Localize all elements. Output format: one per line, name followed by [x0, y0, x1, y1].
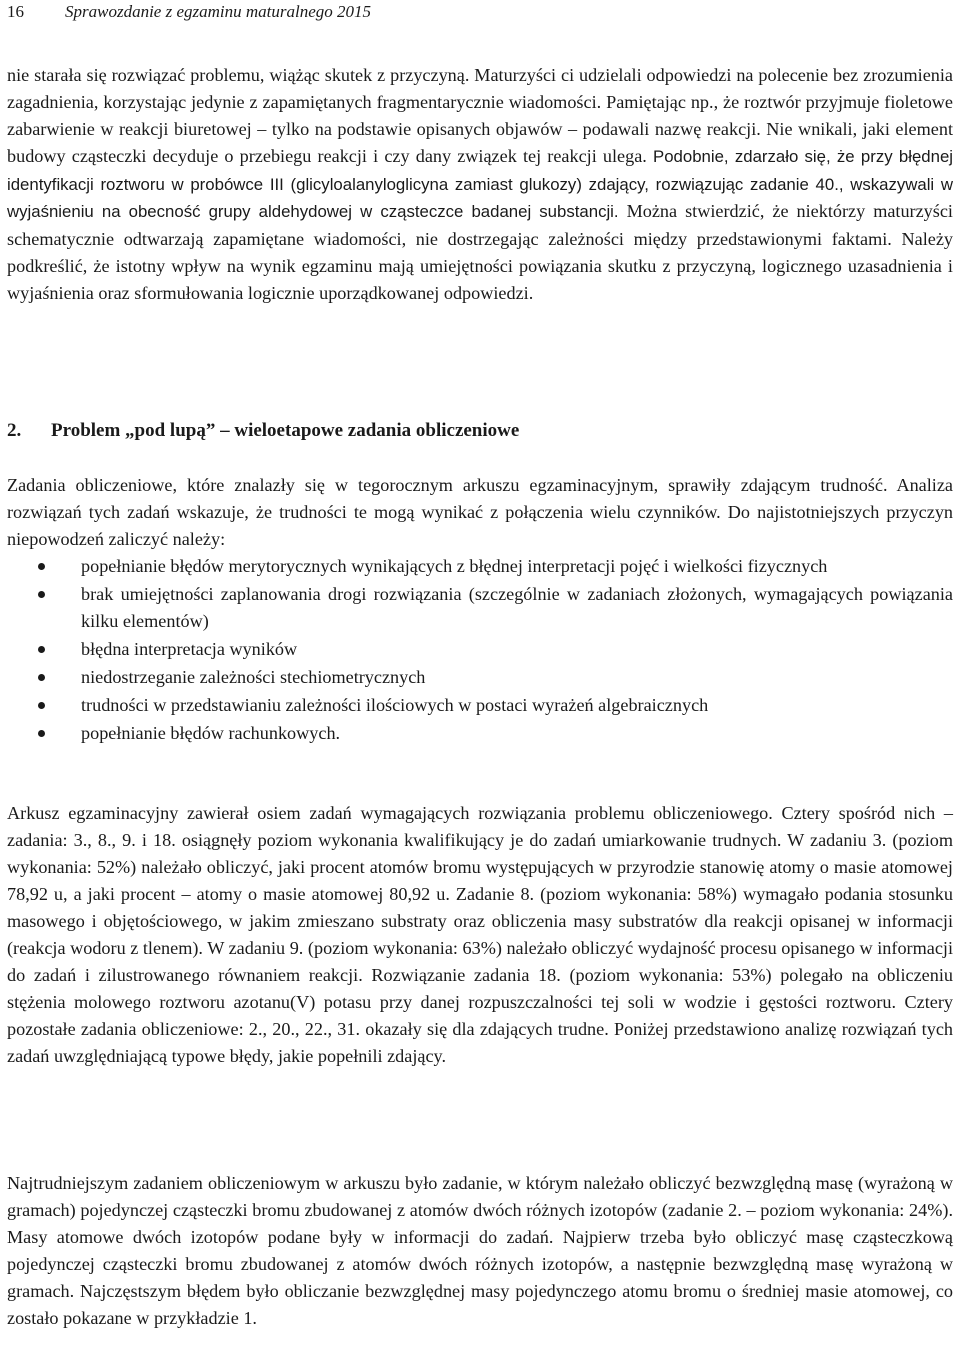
intro-text-4: Należy podkreślić, że istotny wpływ na wynik egzaminu mają umiejętności powiązania skutku z przyczyną, logicznego uzasadnienia i wyjaśnienia oraz sformułowania logicznie uporządkowanej odpowiedzi. [7, 228, 953, 303]
section-title: Problem „pod lupą” – wieloetapowe zadania obliczeniowe [51, 420, 520, 441]
bullet-icon [38, 591, 45, 598]
list-item [7, 664, 953, 691]
section-number: 2. [7, 420, 22, 441]
bullet-icon [38, 730, 45, 737]
list-item [7, 581, 953, 635]
section-intro-text-1: Zadania obliczeniowe, które znalazły się w tegorocznym arkuszu egzaminacyjnym, sprawiły zdającym trudność. [7, 475, 888, 495]
section-intro-text-2: Analiza rozwiązań tych zadań wskazuje, że trudności te mogą wynikać z połączenia wielu czynników. [7, 475, 953, 522]
intro-text-1: nie starała się rozwiązać problemu, wiążąc skutek z przyczyną. Maturzyści ci udzielali odpowiedzi na polecenie bez zrozumienia zagadnienia, korzystając jedynie z zapamiętanych fragmentarycznie wiadomości. Pamiętając np., że roztwór przyjmuje fioletowe zabarwienie w reakcji biuretowej – tylko na podstawie opisanych objawów – podawali nazwę reakcji. Nie wnikali, jaki element budowy cząsteczki decyduje o przebiegu reakcji i czy dany związek tej reakcji ulega. [7, 65, 953, 166]
list-item [7, 692, 953, 719]
list-item-text: błędna interpretacja wyników [81, 639, 298, 659]
list-item [7, 636, 953, 663]
final-text: Najtrudniejszym zadaniem obliczeniowym w arkuszu było zadanie, w którym należało obliczyć bezwzględną masę (wyrażoną w gramach) pojedynczej cząsteczki bromu zbudowanej z atomów dwóch różnych izotopów (zadanie 2. – poziom wykonania: 24%). Masy atomowe dwóch izotopów podane były w informacji do zadań. Najpierw trzeba było obliczyć masę cząsteczkową pojedynczej cząsteczki bromu zbudowanej z atomów dwóch różnych izotopów, a następnie bezwzględną masę wyrażoną w gramach. Najczęstszym błędem było obliczanie bezwzględnej masy pojedynczego atomu bromu o średniej masie atomowej, co zostało pokazane w przykładzie 1. [7, 1173, 953, 1328]
intro-text-2: Podobnie, zdarzało się, że przy błędnej identyfikacji roztworu w probówce III (glicyloalanyloglicyna zamiast glukozy) zdający, rozwiązując zadanie 40., wskazywali w wyjaśnieniu na obecność grupy aldehydowej w cząsteczce badanej substancji. [7, 147, 954, 222]
section-intro-text-3: Do najistotniejszych przyczyn niepowodzeń zaliczyć należy: [7, 502, 954, 549]
running-title: Sprawozdanie z egzaminu maturalnego 2015 [65, 2, 371, 21]
section-intro-paragraph [7, 472, 953, 553]
list-item [7, 553, 953, 580]
list-item [7, 720, 953, 747]
list-item-text: popełnianie błędów merytorycznych wynikających z błędnej interpretacji pojęć i wielkości fizycznych [81, 556, 828, 576]
bullet-icon [38, 702, 45, 709]
bullet-icon [38, 674, 45, 681]
analysis-paragraph [7, 800, 953, 1070]
intro-paragraph [7, 62, 953, 307]
bullet-icon [38, 646, 45, 653]
page-number: 16 [7, 2, 24, 21]
list-item-text: trudności w przedstawianiu zależności ilościowych w postaci wyrażeń algebraicznych [81, 695, 709, 715]
bullet-icon [38, 563, 45, 570]
section-heading [7, 420, 953, 442]
list-item-text: niedostrzeganie zależności stechiometrycznych [81, 667, 426, 687]
final-paragraph [7, 1170, 953, 1332]
list-item-text: brak umiejętności zaplanowania drogi rozwiązania (szczególnie w zadaniach złożonych, wymagających powiązania kilku elementów) [81, 584, 953, 631]
causes-list [7, 553, 953, 747]
page-header [7, 2, 953, 28]
list-item-text: popełnianie błędów rachunkowych. [81, 723, 341, 743]
intro-text-3: Można stwierdzić, że niektórzy maturzyści schematycznie odtwarzają zapamiętane wiadomości, nie dostrzegając zależności między przedstawionymi faktami. [7, 201, 953, 249]
analysis-text: Arkusz egzaminacyjny zawierał osiem zadań wymagających rozwiązania problemu obliczeniowego. Cztery spośród nich – zadania: 3., 8., 9. i 18. osiągnęły poziom wykonania kwalifikujący je do zadań umiarkowanie trudnych. W zadaniu 3. (poziom wykonania: 52%) należało obliczyć, jaki procent atomów bromu występujących w przyrodzie stanowię atomy o masie atomowej 78,92 u, a jaki procent – atomy o masie atomowej 80,92 u. Zadanie 8. (poziom wykonania: 58%) wymagało podania stosunku masowego i objętościowego, w jakim zmieszano substraty oraz obliczenia masy substratów dla reakcji opisanej w informacji (reakcja wodoru z tlenem). W zadaniu 9. (poziom wykonania: 63%) należało obliczyć wydajność procesu opisanego w informacji do zadań i zilustrowanego równaniem reakcji. Rozwiązanie zadania 18. (poziom wykonania: 53%) polegało na obliczeniu stężenia molowego roztworu azotanu(V) potasu przy danej rozpuszczalności tej soli w wodzie i gęstości roztworu. Cztery pozostałe zadania obliczeniowe: 2., 20., 22., 31. okazały się dla zdających trudne. Poniżej przedstawiono analizę rozwiązań tych zadań uwzględniającą typowe błędy, jakie popełnili zdający. [7, 803, 953, 1066]
